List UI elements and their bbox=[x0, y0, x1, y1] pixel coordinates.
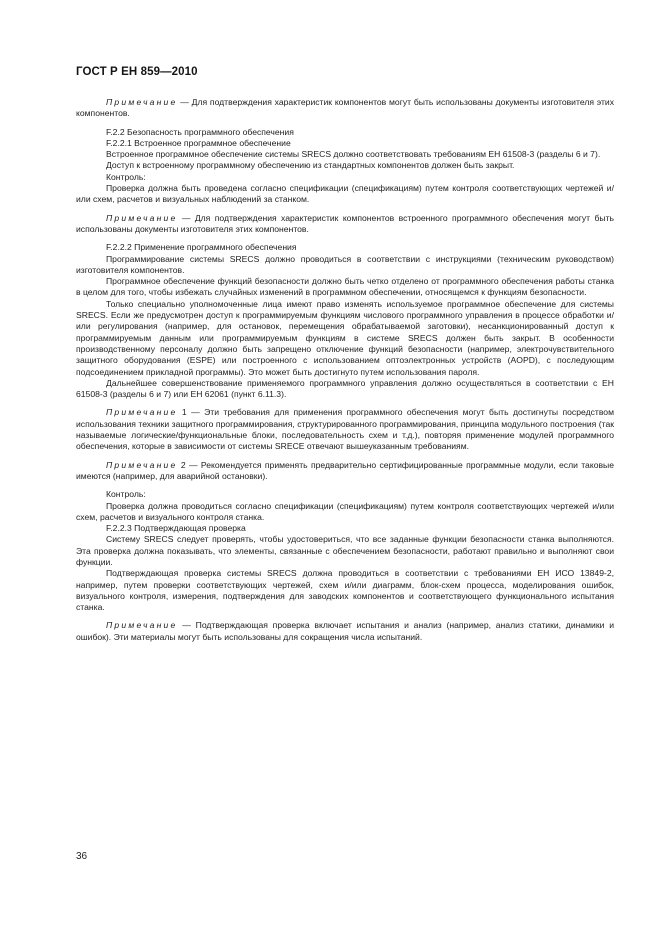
note-label: Примечание bbox=[106, 459, 178, 470]
section-heading: F.2.2.2 Применение программного обеспечения bbox=[106, 242, 297, 253]
body-paragraph: Доступ к встроенному программному обеспечению из стандартных компонентов должен быть закрыт. bbox=[106, 160, 515, 171]
body-paragraph: Программирование системы SRECS должно проводиться в соответствии с инструкциями (техническим руководством) изготовителя компонентов. bbox=[76, 253, 614, 275]
note-paragraph bbox=[76, 97, 614, 120]
document-header: ГОСТ Р ЕН 859—2010 bbox=[76, 66, 198, 78]
note-paragraph bbox=[76, 460, 614, 483]
body-paragraph: Систему SRECS следует проверять, чтобы удостовериться, что все заданные функции безопасности станка выполняются. Эта проверка должна показывать, что элементы, связанные с обеспечением безопасности, работают правильно и выполняют свои функции. bbox=[76, 534, 614, 567]
body-paragraph: Только специально уполномоченные лица имеют право изменять используемое программное обеспечение для системы SRECS. Если же предусмотрен доступ к программируемым функциям числового программного управления в процессе обработки и/или регулирования (например, для остановок, перемещения обрабатываемой заготовки), несанкционированный доступ к программируемым данным или программируемым функциям в системе SRECS должен быть закрыт. В особенности производственному персоналу должно быть запрещено отключение функций безопасности (например, электрочувствительного защитного оборудования (ESPE) или построенного с использованием оптоэлектронных устройств (AOPD), с последующим подсоединением прикладной программы). Это может быть достигнуто путем использования пароля. bbox=[76, 298, 614, 377]
note-label: Примечание bbox=[106, 97, 178, 107]
note-text: — Подтверждающая проверка включает испытания и анализ (например, анализ статики, динамики и ошибок). Эти материалы могут быть использованы для сокращения числа испытаний. bbox=[76, 620, 614, 642]
note-paragraph bbox=[76, 213, 614, 236]
section-heading: F.2.2 Безопасность программного обеспечения bbox=[106, 126, 294, 137]
note-text: 1 — Эти требования для применения программного обеспечения могут быть достигнуты посредством использования техники защитного программирования, структурированного программирования, принципа модульного построения (так называемые логические/функциональные блоки, последовательность схем и т.д.), повторяя применение модулей программного обеспечения, которые в зависимости от системы SRECE отвечают вышеуказанным требованиям. bbox=[76, 407, 614, 452]
document-body bbox=[76, 97, 614, 643]
body-paragraph: Проверка должна проводиться согласно спецификации (спецификациям) путем контроля соответствующих чертежей и/или схем, расчетов и визуального контроля станка. bbox=[76, 500, 614, 522]
body-paragraph: Программное обеспечение функций безопасности должно быть четко отделено от программного обеспечения работы станка в целом для того, чтобы избежать случайных изменений в программном обеспечении, относящемся к функциям безопасности. bbox=[76, 276, 614, 298]
body-paragraph: Контроль: bbox=[106, 171, 146, 182]
section-heading: F.2.2.3 Подтверждающая проверка bbox=[106, 523, 246, 534]
body-paragraph: Контроль: bbox=[106, 489, 146, 500]
note-label: Примечание bbox=[106, 620, 178, 631]
body-paragraph: Проверка должна быть проведена согласно спецификации (спецификациям) путем контроля соответствующих чертежей и/или схем, расчетов и визуальных наблюдений за станком. bbox=[76, 183, 614, 205]
body-paragraph: Встроенное программное обеспечение системы SRECS должно соответствовать требованиям ЕН 61508-3 (разделы 6 и 7). bbox=[106, 149, 601, 160]
note-paragraph bbox=[76, 407, 614, 452]
body-paragraph: Подтверждающая проверка системы SRECS должна проводиться в соответствии с требованиями ЕН ИСО 13849-2, например, путем проверки соответствующих чертежей, схем и/или диаграмм, блок-схем процесса, моделирования ошибок, визуального контроля, измерения, подтверждения для заводских компонентов и соответствующего функционального испытания станка. bbox=[76, 568, 614, 613]
note-label: Примечание bbox=[106, 212, 178, 223]
section-heading: F.2.2.1 Встроенное программное обеспечение bbox=[106, 137, 291, 148]
note-text: — Для подтверждения характеристик компонентов встроенного программного обеспечения могут быть использованы документы изготовителя этих компонентов. bbox=[76, 212, 614, 234]
page-number: 36 bbox=[76, 851, 88, 862]
note-text: — Для подтверждения характеристик компонентов могут быть использованы документы изготовителя этих компонентов. bbox=[76, 97, 614, 119]
body-paragraph: Дальнейшее совершенствование применяемого программного управления должно осуществляться в соответствии с ЕН 61508-3 (разделы 6 и 7) или ЕН 62061 (пункт 6.11.3). bbox=[76, 377, 614, 400]
note-text: 2 — Рекомендуется применять предварительно сертифицированные программные модули, если таковые имеются (например, для аварийной остановки). bbox=[76, 459, 614, 481]
note-label: Примечание bbox=[106, 407, 178, 418]
note-paragraph bbox=[76, 620, 614, 643]
